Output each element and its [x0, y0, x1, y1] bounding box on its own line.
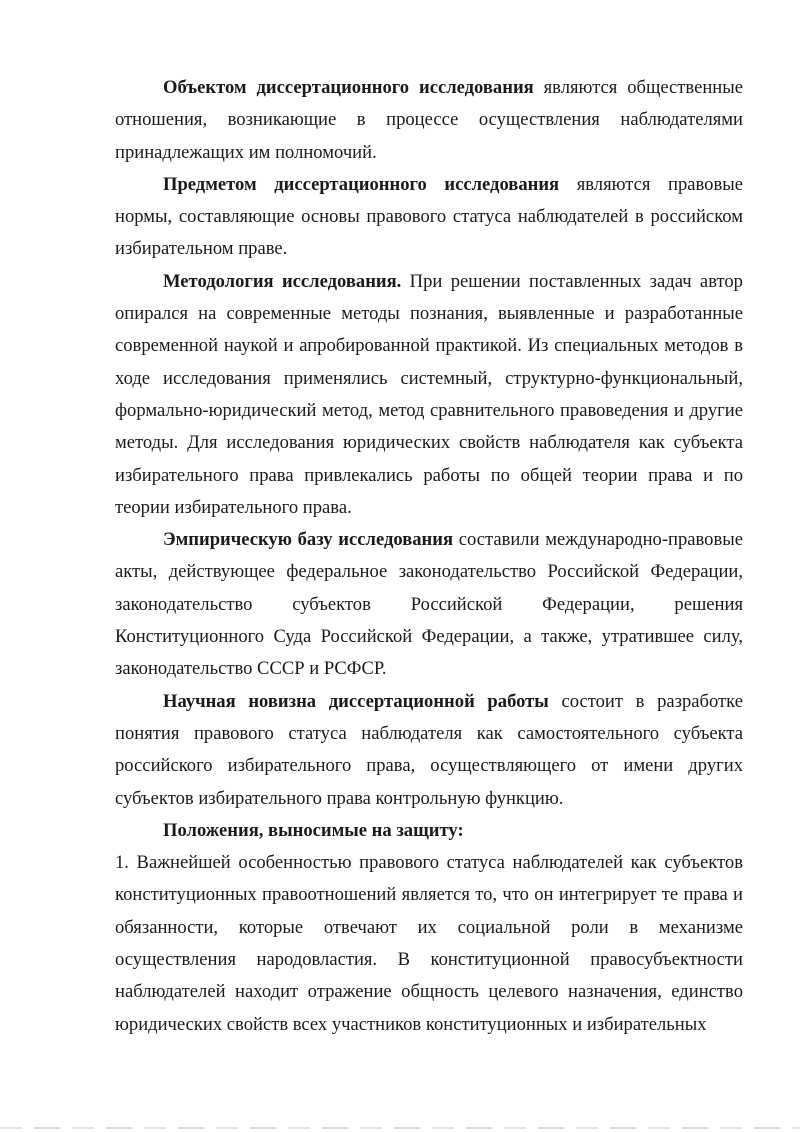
paragraph-lead: Методология исследования.: [163, 270, 402, 292]
paragraph-text: состоит в разработке понятия правового статуса наблюдателя как самостоятельного субъекта российского избирательного права, осуществляющего от имени других субъектов избирательного права контрольную функцию.: [115, 690, 743, 809]
paragraph-methodology: [115, 266, 743, 524]
paragraph-object-of-research: [115, 72, 743, 169]
paragraph-empirical-base: [115, 524, 743, 685]
paragraph-text: являются общественные отношения, возникающие в процессе осуществления наблюдателями принадлежащих им полномочий.: [115, 77, 743, 163]
paragraph-scientific-novelty: [115, 686, 743, 815]
paragraph-lead: Научная новизна диссертационной работы: [163, 690, 549, 712]
paragraph-provision-1: [115, 847, 743, 1041]
paragraph-text: являются правовые нормы, составляющие основы правового статуса наблюдателей в российском избирательном праве.: [115, 173, 744, 260]
paragraph-text: 1. Важнейшей особенностью правового статуса наблюдателей как субъектов конституционных правоотношений является то, что он интегрирует те права и обязанности, которые отвечают их социальной роли в механизме осуществления народовластия. В конституционной правосубъектности наблюдателей находит отражение общность целевого назначения, единство юридических свойств всех участников конституционных и избирательных: [115, 852, 743, 1035]
scan-edge-artifact: [0, 1127, 800, 1129]
paragraph-lead: Объектом диссертационного исследования: [163, 77, 534, 98]
paragraph-lead: Эмпирическую базу исследования: [163, 529, 454, 551]
document-body: [115, 72, 743, 1041]
paragraph-text: составили международно-правовые акты, действующее федеральное законодательство Российской Федерации, законодательство субъектов Российской Федерации, решения Конституционного Суда Российской Федерации, а также, утратившее силу, законодательство СССР и РСФСР.: [115, 529, 743, 680]
paragraph-lead: Положения, выносимые на защиту:: [163, 819, 464, 841]
paragraph-defense-provisions-heading: [115, 815, 743, 847]
paragraph-subject-of-research: [115, 169, 743, 266]
paragraph-lead: Предметом диссертационного исследования: [163, 173, 560, 195]
paragraph-text: При решении поставленных задач автор опирался на современные методы познания, выявленные и разработанные современной наукой и апробированной практикой. Из специальных методов в ходе исследования применялись системный, структурно-функциональный, формально-юридический метод, метод сравнительного правоведения и другие методы. Для исследования юридических свойств наблюдателя как субъекта избирательного права привлекались работы по общей теории права и по теории избирательного права.: [115, 270, 743, 518]
